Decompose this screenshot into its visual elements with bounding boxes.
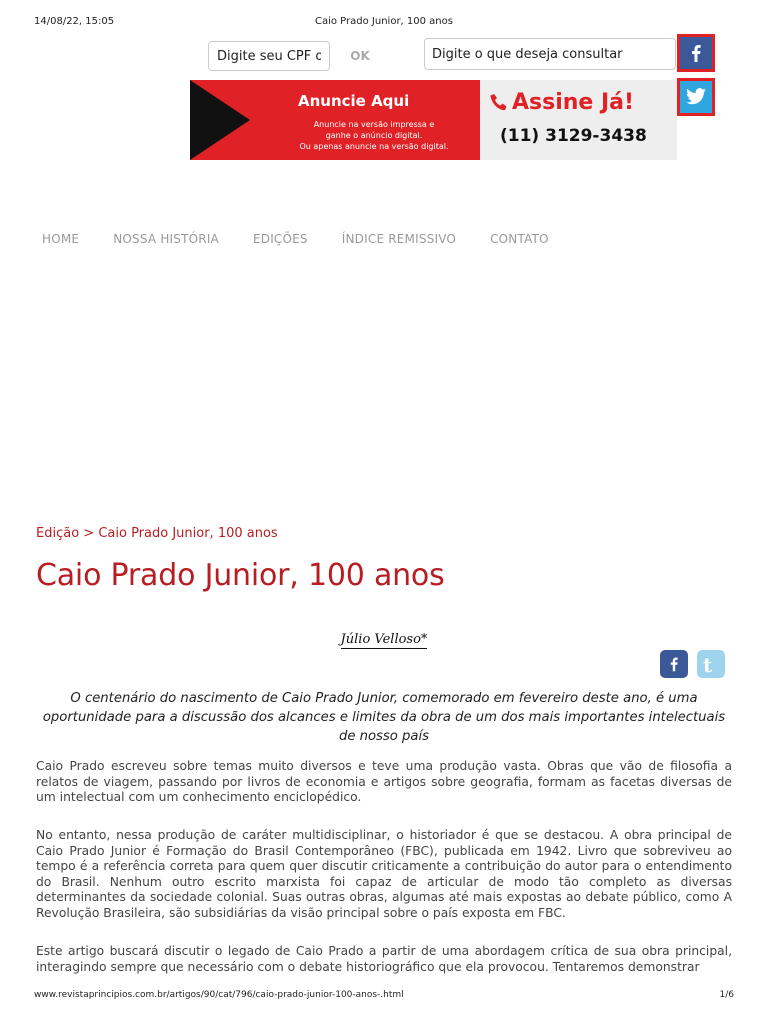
twitter-link[interactable]	[677, 78, 715, 116]
main-nav	[42, 232, 583, 246]
article-paragraph: No entanto, nessa produção de caráter multidisciplinar, o historiador é que se destacou. A obra principal de Caio Prado Junior é Formação do Brasil Contemporâneo (FBC), publicada em 1942. Livro que sobreviveu ao tempo é a referência correta para quem quer discutir criticamente a contribuição do autor para o entendimento do Brasil. Nenhum outro escrito marxista foi capaz de articular de modo tão completo as diversas determinantes da sociedade colonial. Suas outras obras, algumas até mais expostas ao debate público, como A Revolução Brasileira, são subsidiárias da visão principal sobre o país exposta em FBC.	[36, 828, 732, 920]
article-lede: O centenário do nascimento de Caio Prado Junior, comemorado em fevereiro deste ano, é uma oportunidade para a discussão dos alcances e limites da obra de um dos mais importantes intelectuais de nosso país	[42, 691, 726, 744]
article-paragraph: Caio Prado escreveu sobre temas muito diversos e teve uma produção vasta. Obras que vão de filosofia a relatos de viagem, passando por livros de economia e artigos sobre geografia, formam as facetas diversas de um intelectual com um conhecimento enciclopédico.	[36, 759, 732, 804]
facebook-link[interactable]	[677, 34, 715, 72]
author-line	[0, 628, 768, 647]
cpf-input[interactable]	[208, 41, 330, 71]
nav-indice-remissivo[interactable]: ÍNDICE REMISSIVO	[341, 232, 457, 246]
svg-text:t: t	[703, 653, 713, 675]
share-facebook-button[interactable]	[660, 650, 688, 678]
phone-icon	[490, 93, 508, 113]
advertise-panel[interactable]	[190, 80, 480, 160]
advertise-text: Anuncie na versão impressa e ganhe o anúncio digital. Ou apenas anuncie na versão digital.	[299, 120, 449, 151]
print-title: Caio Prado Junior, 100 anos	[315, 16, 453, 27]
author-name[interactable]: Júlio Velloso*	[340, 632, 428, 647]
facebook-icon	[682, 39, 710, 67]
share-twitter-button[interactable]	[697, 650, 725, 678]
breadcrumb	[36, 526, 278, 541]
subscribe-phone: (11) 3129-3438	[500, 126, 647, 146]
breadcrumb-edicao[interactable]: Edição	[36, 526, 80, 541]
twitter-icon	[682, 83, 710, 111]
subscribe-panel[interactable]	[480, 80, 677, 160]
nav-nossa-historia[interactable]: NOSSA HISTÓRIA	[113, 232, 219, 246]
print-url: www.revistaprincipios.com.br/artigos/90/cat/796/caio-prado-junior-100-anos-.html	[34, 990, 404, 1000]
nav-contato[interactable]: CONTATO	[490, 232, 549, 246]
article-paragraph: Este artigo buscará discutir o legado de Caio Prado a partir de uma abordagem crítica de sua obra principal, interagindo sempre que necessário com o debate historiográfico que ela provocou. Tentaremos demonstrar	[36, 944, 732, 974]
subscribe-title: Assine Já!	[490, 90, 634, 115]
ok-button[interactable]: OK	[340, 41, 380, 71]
page-title: Caio Prado Junior, 100 anos	[36, 558, 445, 593]
breadcrumb-separator: >	[79, 526, 99, 541]
facebook-icon	[666, 653, 682, 675]
print-page-number: 1/6	[719, 990, 734, 1000]
print-header	[34, 16, 734, 30]
nav-home[interactable]: HOME	[42, 232, 80, 246]
nav-edicoes[interactable]: EDIÇÕES	[252, 232, 308, 246]
print-date: 14/08/22, 15:05	[34, 16, 115, 27]
breadcrumb-current[interactable]: Caio Prado Junior, 100 anos	[98, 526, 278, 541]
print-footer	[34, 990, 734, 1004]
advertise-title: Anuncie Aqui	[298, 92, 410, 110]
ad-banner[interactable]	[190, 80, 677, 160]
twitter-icon	[700, 653, 722, 675]
arrow-icon	[190, 80, 250, 160]
search-input[interactable]	[424, 38, 676, 70]
